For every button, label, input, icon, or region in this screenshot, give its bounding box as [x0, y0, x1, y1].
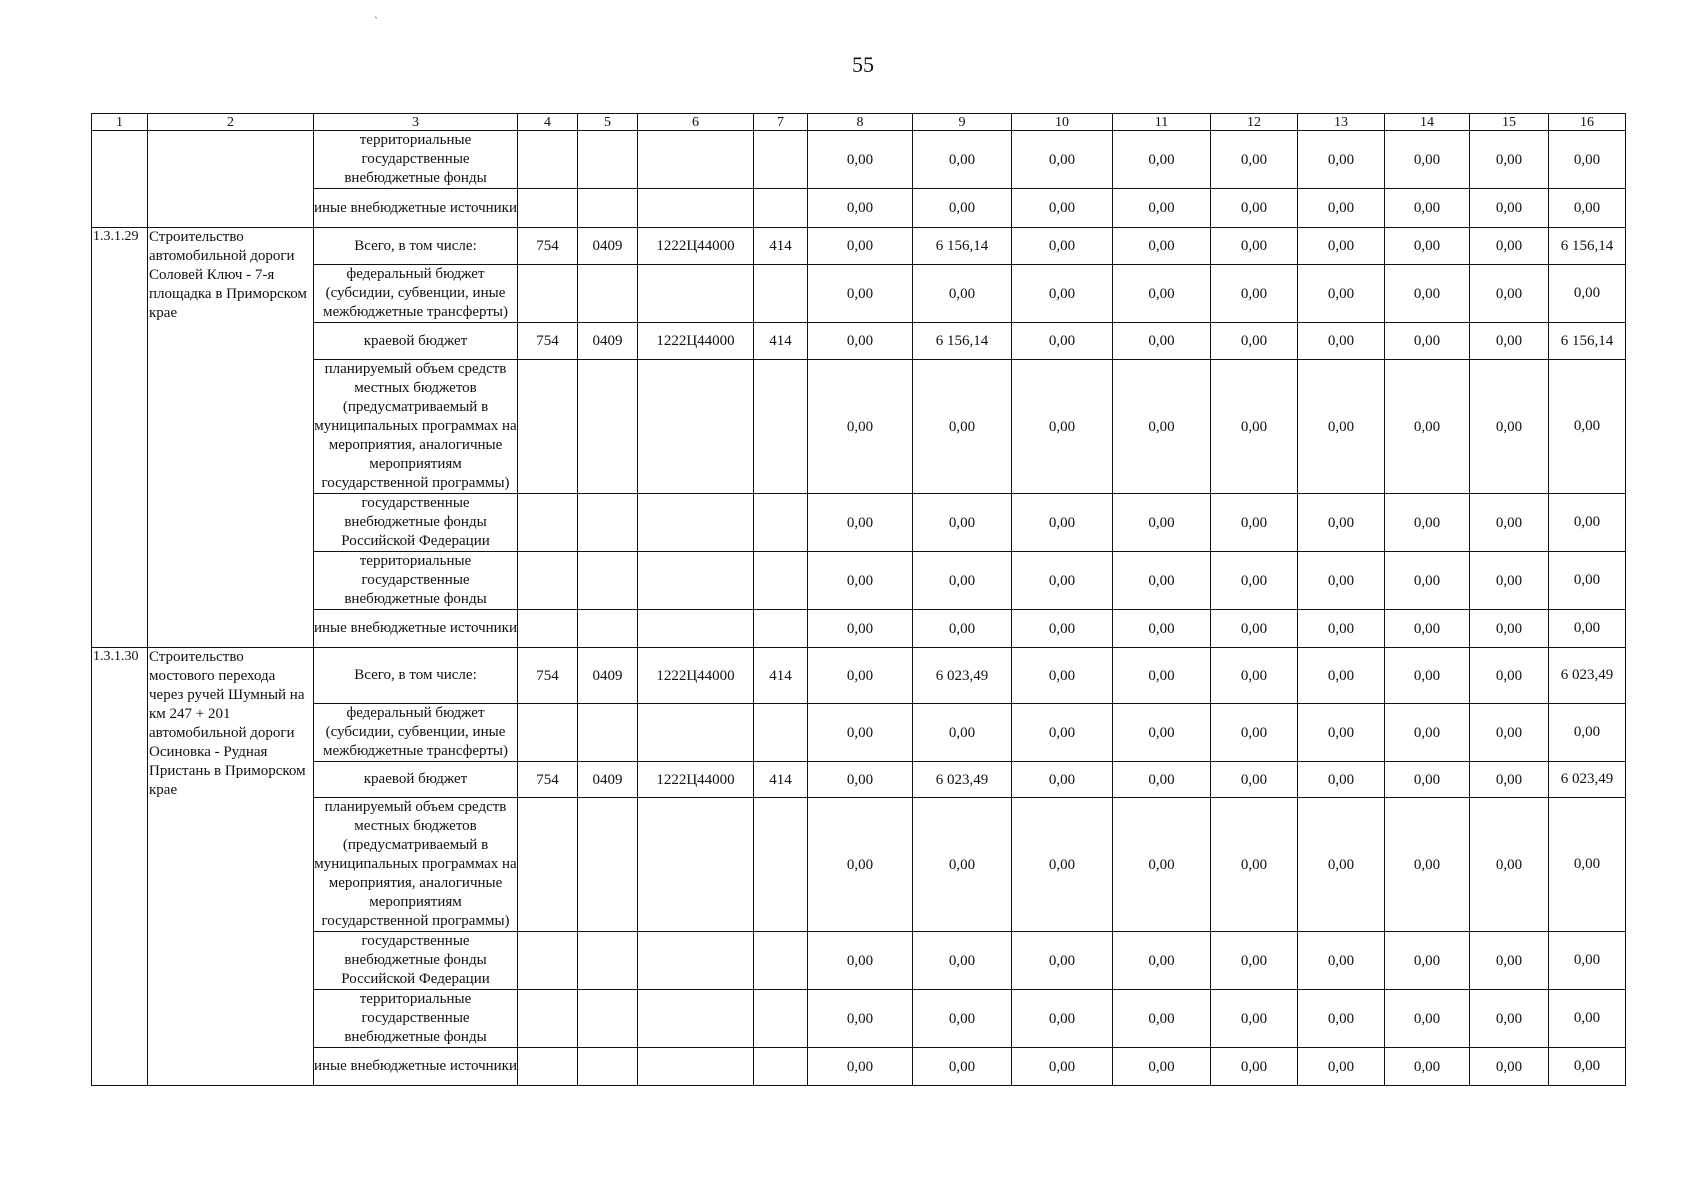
value-cell: 0,00: [1385, 360, 1470, 494]
empty-cell: [754, 990, 808, 1048]
value-cell: 0,00: [1113, 552, 1211, 610]
value-cell: 0,00: [808, 762, 913, 798]
value-cell: 0,00: [1298, 990, 1385, 1048]
value-cell: 0,00: [1012, 648, 1113, 704]
value-cell: 0,00: [1298, 265, 1385, 323]
value-cell: 0,00: [1211, 1048, 1298, 1086]
value-cell: 0,00: [913, 265, 1012, 323]
empty-cell: [518, 704, 578, 762]
value-cell: 0,00: [1385, 265, 1470, 323]
budget-code-cell: 0409: [578, 648, 638, 704]
value-cell: 6 023,49: [913, 648, 1012, 704]
value-cell: 0,00: [808, 648, 913, 704]
value-cell: 6 156,14: [913, 228, 1012, 265]
budget-code-cell: 0409: [578, 323, 638, 360]
empty-cell: [578, 131, 638, 189]
value-cell: 0,00: [1113, 360, 1211, 494]
budget-code-cell: 1222Ц44000: [638, 648, 754, 704]
value-cell: 0,00: [1549, 360, 1626, 494]
table-row: [92, 1048, 1626, 1086]
table-row: [92, 265, 1626, 323]
value-cell: 0,00: [1385, 494, 1470, 552]
budget-code-cell: 0409: [578, 228, 638, 265]
empty-cell: [754, 704, 808, 762]
value-cell: 0,00: [1298, 932, 1385, 990]
value-cell: 0,00: [1298, 762, 1385, 798]
value-cell: 0,00: [1211, 265, 1298, 323]
column-number: 6: [638, 114, 754, 131]
value-cell: 0,00: [1549, 494, 1626, 552]
value-cell: 6 156,14: [1549, 323, 1626, 360]
value-cell: 0,00: [808, 131, 913, 189]
value-cell: 0,00: [1012, 494, 1113, 552]
table-row: [92, 932, 1626, 990]
value-cell: 0,00: [808, 932, 913, 990]
empty-cell: [578, 704, 638, 762]
value-cell: 0,00: [1298, 610, 1385, 648]
funding-source-label: планируемый объем средств местных бюджетов (предусматриваемый в муниципальных программах на мероприятия, аналогичные мероприятиям государственной программы): [314, 798, 518, 932]
value-cell: 0,00: [808, 265, 913, 323]
column-number: 7: [754, 114, 808, 131]
value-cell: 0,00: [1113, 932, 1211, 990]
value-cell: 0,00: [1470, 798, 1549, 932]
column-number: 13: [1298, 114, 1385, 131]
column-number: 14: [1385, 114, 1470, 131]
value-cell: 0,00: [1012, 932, 1113, 990]
item-name-cell: [148, 131, 314, 228]
value-cell: 6 023,49: [913, 762, 1012, 798]
empty-cell: [578, 932, 638, 990]
value-cell: 0,00: [1549, 990, 1626, 1048]
value-cell: 0,00: [1211, 762, 1298, 798]
column-number-row: [92, 114, 1626, 131]
value-cell: 0,00: [1385, 228, 1470, 265]
item-number-cell: [92, 131, 148, 228]
value-cell: 0,00: [1549, 932, 1626, 990]
funding-source-label: краевой бюджет: [314, 323, 518, 360]
value-cell: 0,00: [913, 131, 1012, 189]
empty-cell: [638, 360, 754, 494]
value-cell: 0,00: [913, 704, 1012, 762]
value-cell: 0,00: [1113, 228, 1211, 265]
page-number: 55: [852, 52, 874, 77]
value-cell: 0,00: [808, 1048, 913, 1086]
empty-cell: [518, 131, 578, 189]
table-row: [92, 990, 1626, 1048]
value-cell: 0,00: [1470, 1048, 1549, 1086]
value-cell: 0,00: [1470, 360, 1549, 494]
value-cell: 0,00: [1113, 610, 1211, 648]
value-cell: 0,00: [1113, 648, 1211, 704]
value-cell: 0,00: [1298, 704, 1385, 762]
empty-cell: [578, 610, 638, 648]
funding-source-label: иные внебюджетные источники: [314, 610, 518, 648]
value-cell: 0,00: [1470, 648, 1549, 704]
budget-table: [91, 113, 1626, 1086]
value-cell: 0,00: [913, 798, 1012, 932]
value-cell: 0,00: [1470, 131, 1549, 189]
value-cell: 0,00: [1211, 228, 1298, 265]
funding-source-label: государственные внебюджетные фонды Российской Федерации: [314, 494, 518, 552]
value-cell: 0,00: [1470, 265, 1549, 323]
empty-cell: [638, 1048, 754, 1086]
value-cell: 0,00: [1211, 932, 1298, 990]
funding-source-label: иные внебюджетные источники: [314, 1048, 518, 1086]
budget-code-cell: 754: [518, 228, 578, 265]
value-cell: 0,00: [1113, 990, 1211, 1048]
item-number: 1.3.1.30: [92, 648, 148, 1086]
value-cell: 0,00: [913, 189, 1012, 228]
funding-source-label: территориальные государственные внебюджетные фонды: [314, 131, 518, 189]
value-cell: 0,00: [1385, 932, 1470, 990]
scan-mark: `: [374, 14, 378, 28]
empty-cell: [518, 494, 578, 552]
value-cell: 0,00: [1113, 762, 1211, 798]
empty-cell: [754, 610, 808, 648]
empty-cell: [578, 798, 638, 932]
empty-cell: [638, 131, 754, 189]
empty-cell: [638, 704, 754, 762]
value-cell: 0,00: [1385, 552, 1470, 610]
budget-code-cell: 414: [754, 648, 808, 704]
value-cell: 0,00: [1211, 704, 1298, 762]
value-cell: 0,00: [808, 360, 913, 494]
budget-code-cell: 0409: [578, 762, 638, 798]
empty-cell: [638, 932, 754, 990]
value-cell: 0,00: [1012, 704, 1113, 762]
item-name: Строительство мостового перехода через ручей Шумный на км 247 + 201 автомобильной дороги Осиновка - Рудная Пристань в Приморском крае: [148, 648, 314, 1086]
value-cell: 0,00: [1470, 932, 1549, 990]
value-cell: 0,00: [1470, 552, 1549, 610]
value-cell: 0,00: [1385, 610, 1470, 648]
budget-code-cell: 414: [754, 323, 808, 360]
budget-code-cell: 414: [754, 762, 808, 798]
value-cell: 0,00: [1211, 648, 1298, 704]
value-cell: 0,00: [1385, 798, 1470, 932]
empty-cell: [518, 265, 578, 323]
budget-code-cell: 754: [518, 762, 578, 798]
empty-cell: [754, 552, 808, 610]
value-cell: 0,00: [1470, 762, 1549, 798]
value-cell: 0,00: [1385, 323, 1470, 360]
value-cell: 0,00: [1298, 1048, 1385, 1086]
value-cell: 0,00: [808, 494, 913, 552]
value-cell: 0,00: [808, 552, 913, 610]
empty-cell: [754, 360, 808, 494]
table-row: [92, 360, 1626, 494]
table-row: [92, 189, 1626, 228]
value-cell: 0,00: [808, 798, 913, 932]
value-cell: 0,00: [1385, 189, 1470, 228]
column-number: 2: [148, 114, 314, 131]
value-cell: 0,00: [1470, 494, 1549, 552]
column-number: 4: [518, 114, 578, 131]
funding-source-label: федеральный бюджет (субсидии, субвенции, иные межбюджетные трансферты): [314, 704, 518, 762]
value-cell: 0,00: [1113, 323, 1211, 360]
value-cell: 0,00: [1012, 798, 1113, 932]
column-number: 10: [1012, 114, 1113, 131]
table-row: [92, 610, 1626, 648]
value-cell: 0,00: [1012, 228, 1113, 265]
value-cell: 0,00: [1012, 990, 1113, 1048]
empty-cell: [754, 1048, 808, 1086]
value-cell: 0,00: [1211, 552, 1298, 610]
budget-code-cell: 1222Ц44000: [638, 228, 754, 265]
table-row: [92, 552, 1626, 610]
empty-cell: [638, 610, 754, 648]
budget-code-cell: 1222Ц44000: [638, 762, 754, 798]
value-cell: 0,00: [1549, 610, 1626, 648]
value-cell: 0,00: [1113, 494, 1211, 552]
value-cell: 0,00: [1113, 131, 1211, 189]
value-cell: 6 023,49: [1549, 762, 1626, 798]
value-cell: 0,00: [1012, 131, 1113, 189]
empty-cell: [754, 494, 808, 552]
empty-cell: [638, 265, 754, 323]
empty-cell: [638, 189, 754, 228]
table-row: [92, 228, 1626, 265]
table-body: [92, 114, 1626, 1086]
value-cell: 0,00: [1113, 1048, 1211, 1086]
table-row: [92, 704, 1626, 762]
funding-source-label: иные внебюджетные источники: [314, 189, 518, 228]
value-cell: 0,00: [1549, 131, 1626, 189]
value-cell: 0,00: [1012, 360, 1113, 494]
value-cell: 0,00: [1549, 189, 1626, 228]
funding-source-label: Всего, в том числе:: [314, 228, 518, 265]
value-cell: 0,00: [808, 228, 913, 265]
value-cell: 0,00: [1470, 990, 1549, 1048]
empty-cell: [638, 990, 754, 1048]
empty-cell: [578, 552, 638, 610]
empty-cell: [578, 990, 638, 1048]
value-cell: 0,00: [1113, 189, 1211, 228]
value-cell: 0,00: [1298, 228, 1385, 265]
value-cell: 0,00: [1012, 762, 1113, 798]
column-number: 11: [1113, 114, 1211, 131]
column-number: 3: [314, 114, 518, 131]
value-cell: 0,00: [1211, 323, 1298, 360]
column-number: 8: [808, 114, 913, 131]
value-cell: 0,00: [1012, 265, 1113, 323]
budget-code-cell: 414: [754, 228, 808, 265]
value-cell: 0,00: [1298, 323, 1385, 360]
empty-cell: [754, 932, 808, 990]
value-cell: 0,00: [1211, 494, 1298, 552]
value-cell: 0,00: [808, 704, 913, 762]
value-cell: 0,00: [913, 990, 1012, 1048]
value-cell: 0,00: [1385, 762, 1470, 798]
column-number: 5: [578, 114, 638, 131]
table-row: [92, 494, 1626, 552]
budget-code-cell: 754: [518, 323, 578, 360]
item-name: Строительство автомобильной дороги Соловей Ключ - 7-я площадка в Приморском крае: [148, 228, 314, 648]
value-cell: 0,00: [913, 494, 1012, 552]
empty-cell: [578, 265, 638, 323]
value-cell: 0,00: [1385, 990, 1470, 1048]
empty-cell: [638, 552, 754, 610]
value-cell: 0,00: [1549, 552, 1626, 610]
value-cell: 0,00: [808, 323, 913, 360]
table-row: [92, 131, 1626, 189]
empty-cell: [578, 360, 638, 494]
value-cell: 0,00: [1385, 131, 1470, 189]
value-cell: 0,00: [1012, 552, 1113, 610]
value-cell: 0,00: [1549, 704, 1626, 762]
value-cell: 0,00: [1012, 610, 1113, 648]
empty-cell: [518, 1048, 578, 1086]
empty-cell: [518, 360, 578, 494]
funding-source-label: территориальные государственные внебюджетные фонды: [314, 990, 518, 1048]
value-cell: 0,00: [1385, 704, 1470, 762]
value-cell: 0,00: [1470, 228, 1549, 265]
item-number: 1.3.1.29: [92, 228, 148, 648]
empty-cell: [754, 798, 808, 932]
funding-source-label: федеральный бюджет (субсидии, субвенции, иные межбюджетные трансферты): [314, 265, 518, 323]
empty-cell: [518, 932, 578, 990]
value-cell: 0,00: [1211, 990, 1298, 1048]
funding-source-label: государственные внебюджетные фонды Российской Федерации: [314, 932, 518, 990]
value-cell: 0,00: [1298, 648, 1385, 704]
empty-cell: [754, 131, 808, 189]
value-cell: 0,00: [1211, 189, 1298, 228]
value-cell: 0,00: [1211, 798, 1298, 932]
value-cell: 0,00: [808, 610, 913, 648]
empty-cell: [518, 552, 578, 610]
value-cell: 0,00: [913, 1048, 1012, 1086]
value-cell: 0,00: [1211, 610, 1298, 648]
value-cell: 0,00: [1113, 265, 1211, 323]
empty-cell: [578, 189, 638, 228]
value-cell: 0,00: [1211, 360, 1298, 494]
empty-cell: [754, 189, 808, 228]
funding-source-label: планируемый объем средств местных бюджетов (предусматриваемый в муниципальных программах на мероприятия, аналогичные мероприятиям государственной программы): [314, 360, 518, 494]
value-cell: 0,00: [913, 932, 1012, 990]
value-cell: 0,00: [1211, 131, 1298, 189]
value-cell: 6 156,14: [1549, 228, 1626, 265]
funding-source-label: Всего, в том числе:: [314, 648, 518, 704]
value-cell: 6 156,14: [913, 323, 1012, 360]
empty-cell: [518, 189, 578, 228]
table-row: [92, 762, 1626, 798]
value-cell: 0,00: [913, 610, 1012, 648]
value-cell: 0,00: [1298, 189, 1385, 228]
value-cell: 0,00: [1298, 131, 1385, 189]
value-cell: 0,00: [1385, 648, 1470, 704]
value-cell: 0,00: [1470, 704, 1549, 762]
empty-cell: [578, 494, 638, 552]
value-cell: 0,00: [1549, 798, 1626, 932]
empty-cell: [518, 610, 578, 648]
value-cell: 0,00: [1470, 610, 1549, 648]
budget-code-cell: 754: [518, 648, 578, 704]
table-row: [92, 798, 1626, 932]
empty-cell: [754, 265, 808, 323]
budget-code-cell: 1222Ц44000: [638, 323, 754, 360]
value-cell: 0,00: [1298, 552, 1385, 610]
empty-cell: [518, 798, 578, 932]
empty-cell: [638, 798, 754, 932]
value-cell: 0,00: [808, 189, 913, 228]
value-cell: 0,00: [1113, 704, 1211, 762]
value-cell: 0,00: [1470, 189, 1549, 228]
value-cell: 0,00: [1113, 798, 1211, 932]
value-cell: 0,00: [1470, 323, 1549, 360]
column-number: 15: [1470, 114, 1549, 131]
column-number: 9: [913, 114, 1012, 131]
value-cell: 0,00: [1012, 323, 1113, 360]
value-cell: 0,00: [1298, 798, 1385, 932]
value-cell: 0,00: [1298, 494, 1385, 552]
empty-cell: [578, 1048, 638, 1086]
empty-cell: [518, 990, 578, 1048]
column-number: 16: [1549, 114, 1626, 131]
funding-source-label: территориальные государственные внебюджетные фонды: [314, 552, 518, 610]
value-cell: 0,00: [913, 552, 1012, 610]
table-row: [92, 323, 1626, 360]
value-cell: 6 023,49: [1549, 648, 1626, 704]
value-cell: 0,00: [1549, 265, 1626, 323]
value-cell: 0,00: [1012, 189, 1113, 228]
value-cell: 0,00: [1549, 1048, 1626, 1086]
table-row: [92, 648, 1626, 704]
funding-source-label: краевой бюджет: [314, 762, 518, 798]
column-number: 1: [92, 114, 148, 131]
value-cell: 0,00: [913, 360, 1012, 494]
value-cell: 0,00: [1298, 360, 1385, 494]
value-cell: 0,00: [808, 990, 913, 1048]
value-cell: 0,00: [1012, 1048, 1113, 1086]
value-cell: 0,00: [1385, 1048, 1470, 1086]
empty-cell: [638, 494, 754, 552]
column-number: 12: [1211, 114, 1298, 131]
